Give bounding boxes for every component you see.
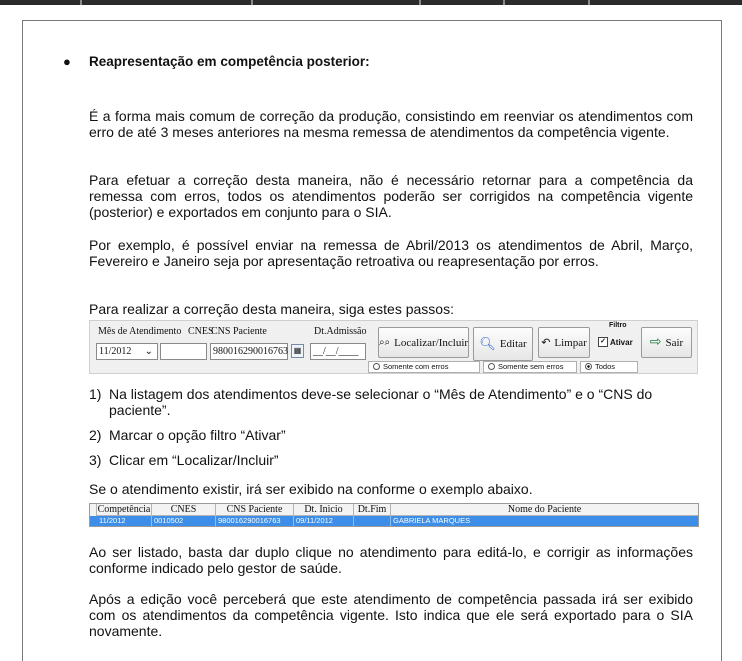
top-bar-divider bbox=[503, 0, 505, 5]
cell-dt-inicio: 09/11/2012 bbox=[294, 516, 354, 526]
cell-dt-fim bbox=[354, 516, 391, 526]
section-heading bbox=[63, 54, 370, 69]
admissao-input[interactable] bbox=[310, 343, 366, 360]
cell-cnes: 0010502 bbox=[152, 516, 216, 526]
paragraph-1: É a forma mais comum de correção da produção, consistindo em reenviar os atendimentos com erro de até 3 meses anteriores na mesma remessa de atendimentos da competência vigente. bbox=[89, 108, 693, 140]
col-header-cns[interactable]: CNS Paciente bbox=[216, 504, 294, 515]
radio-todos[interactable]: Todos bbox=[580, 361, 638, 373]
results-grid bbox=[89, 503, 699, 527]
admissao-label: Dt.Admissão bbox=[314, 326, 367, 337]
col-header-nome[interactable]: Nome do Paciente bbox=[507, 504, 582, 515]
cell-nome: GABRIELA MARQUES bbox=[393, 516, 471, 525]
mes-value: 11/2012 bbox=[99, 346, 132, 357]
paragraph-2: Para efetuar a correção desta maneira, não é necessário retornar para a competência da remessa com erros, todos os atendimentos poderão ser corrigidos na competência vigente (posterior) e exportados em conjunto para o SIA. bbox=[89, 172, 693, 220]
paragraph-4: Para realizar a correção desta maneira, siga estes passos: bbox=[89, 301, 454, 317]
limpar-label: Limpar bbox=[554, 336, 587, 349]
checkmark-icon: ✓ bbox=[598, 337, 608, 347]
cell-competencia: 11/2012 bbox=[97, 516, 152, 526]
radio-dot bbox=[488, 363, 495, 370]
limpar-button[interactable] bbox=[538, 327, 590, 358]
col-header-competencia[interactable]: Competência bbox=[97, 504, 151, 515]
exit-door-icon: ⇨ bbox=[649, 335, 662, 350]
step-item: 3) Clicar em “Localizar/Incluir” bbox=[89, 452, 279, 468]
top-bar-divider bbox=[251, 0, 253, 5]
ativar-checkbox[interactable] bbox=[598, 337, 633, 347]
cnes-label: CNES bbox=[188, 326, 214, 337]
paragraph-6: Ao ser listado, basta dar duplo clique no atendimento para editá-lo, e corrigir as informações conforme indicado pelo gestor de saúde. bbox=[89, 544, 693, 576]
top-bar-divider bbox=[80, 0, 82, 5]
section-heading-text: Reapresentação em competência posterior: bbox=[89, 54, 370, 69]
col-header-dt-fim[interactable]: Dt.Fim bbox=[354, 504, 391, 515]
binoculars-icon: ⌕⌕ bbox=[378, 337, 391, 348]
radio-dot-selected bbox=[585, 363, 592, 370]
col-header-cnes[interactable]: CNES bbox=[152, 504, 216, 515]
localizar-incluir-button[interactable] bbox=[378, 327, 469, 358]
table-row[interactable] bbox=[90, 516, 698, 526]
cns-label: CNS Paciente bbox=[211, 326, 267, 337]
col-header-dt-inicio[interactable]: Dt. Inicio bbox=[294, 504, 354, 515]
paragraph-3: Por exemplo, é possível enviar na remessa de Abril/2013 os atendimentos de Abril, Março, Fevereiro e Janeiro seja por apresentação retroativa ou reapresentação por erros. bbox=[89, 237, 693, 269]
chevron-down-icon: ⌄ bbox=[144, 346, 153, 357]
admissao-value: __/__/____ bbox=[313, 346, 359, 357]
top-bar-divider bbox=[588, 0, 590, 5]
ativar-label: Ativar bbox=[610, 337, 633, 347]
steps-list bbox=[89, 386, 693, 477]
editar-button[interactable] bbox=[473, 327, 533, 361]
cell-cns: 980016290016763 bbox=[216, 516, 294, 526]
cns-value: 980016290016763 bbox=[213, 346, 288, 357]
radio-somente-sem-erros[interactable]: Somente sem erros bbox=[483, 361, 577, 373]
radio-somente-com-erros[interactable]: Somente com erros bbox=[368, 361, 480, 373]
mes-select[interactable] bbox=[96, 343, 158, 360]
bullet-icon: ● bbox=[63, 54, 71, 69]
cnes-input[interactable] bbox=[160, 343, 207, 360]
calendar-icon[interactable]: ▦ bbox=[291, 344, 304, 358]
sair-button[interactable] bbox=[641, 327, 692, 358]
paragraph-7: Após a edição você perceberá que este atendimento de competência passada irá ser exibido com os atendimentos da competência vigente. Isto indica que ele será exportado para o SIA novamente. bbox=[89, 591, 693, 639]
search-form bbox=[89, 320, 698, 374]
top-bar bbox=[0, 0, 742, 5]
sair-label: Sair bbox=[665, 336, 684, 349]
grid-header bbox=[90, 504, 698, 516]
editar-label: Editar bbox=[499, 338, 527, 350]
filtro-label: Filtro bbox=[609, 322, 627, 329]
step-item: 1) Na listagem dos atendimentos deve-se selecionar o “Mês de Atendimento” e o “CNS do paciente”. bbox=[89, 386, 653, 418]
cns-input[interactable] bbox=[210, 343, 288, 360]
magnifier-icon: 🔍︎ bbox=[479, 336, 496, 351]
step-item: 2) Marcar o opção filtro “Ativar” bbox=[89, 427, 286, 443]
mes-label: Mês de Atendimento bbox=[98, 326, 182, 337]
localizar-label: Localizar/Incluir bbox=[394, 336, 469, 349]
radio-dot bbox=[373, 363, 380, 370]
paragraph-5: Se o atendimento existir, irá ser exibido na conforme o exemplo abaixo. bbox=[89, 481, 533, 497]
top-bar-divider bbox=[419, 0, 421, 5]
undo-icon: ↶ bbox=[541, 337, 551, 349]
